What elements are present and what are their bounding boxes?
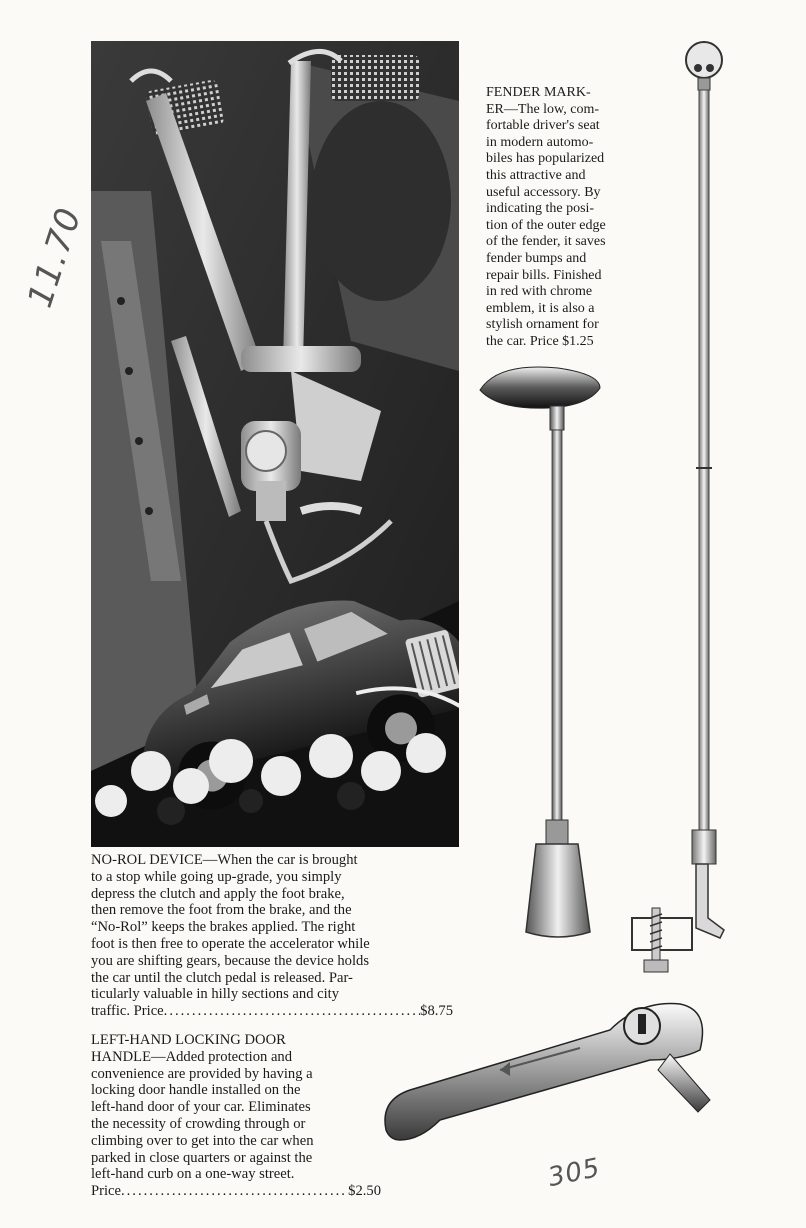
handwritten-page-note: 305 bbox=[545, 1152, 604, 1194]
text-line: “No-Rol” keeps the brakes applied. The right bbox=[91, 919, 356, 936]
text-line: of the fender, it saves bbox=[486, 234, 606, 250]
leader-dots bbox=[121, 1183, 348, 1200]
text-line: the necessity of crowding through or bbox=[91, 1115, 306, 1132]
no-rol-photo bbox=[91, 41, 459, 847]
fender-marker-description bbox=[486, 85, 651, 351]
text-line: the car. Price $1.25 bbox=[486, 333, 594, 349]
text-line: convenience are provided by having a bbox=[91, 1065, 313, 1082]
text-line: repair bills. Finished bbox=[486, 267, 602, 283]
no-rol-description bbox=[91, 852, 453, 1020]
text-line: HANDLE—Added protection and bbox=[91, 1048, 293, 1065]
no-rol-price: $8.75 bbox=[420, 1003, 453, 1020]
shift-lever-illustration bbox=[478, 362, 608, 962]
text-line: this attractive and bbox=[486, 167, 586, 183]
text-line: indicating the posi- bbox=[486, 201, 595, 217]
handwritten-price-note: 11.70 bbox=[20, 202, 90, 313]
door-handle-price: $2.50 bbox=[348, 1183, 381, 1200]
text-line: parked in close quarters or against the bbox=[91, 1149, 313, 1166]
text-line: then remove the foot from the brake, and the bbox=[91, 902, 352, 919]
text-line: NO-ROL DEVICE—When the car is brought bbox=[91, 852, 358, 868]
text-line: fender bumps and bbox=[486, 250, 587, 266]
text-line: FENDER MARK- bbox=[486, 85, 591, 100]
text-line: left-hand door of your car. Eliminates bbox=[91, 1099, 311, 1116]
text-line: tion of the outer edge bbox=[486, 217, 606, 233]
text-line: in modern automo- bbox=[486, 134, 594, 150]
price-label: Price bbox=[91, 1183, 121, 1200]
text-line: you are shifting gears, because the device holds bbox=[91, 952, 369, 969]
text-line: foot is then free to operate the accelerator while bbox=[91, 935, 370, 952]
leader-dots bbox=[164, 1003, 420, 1020]
text-line: biles has popularized bbox=[486, 151, 605, 167]
text-line: climbing over to get into the car when bbox=[91, 1132, 314, 1149]
text-line: to a stop while going up-grade, you simply bbox=[91, 868, 342, 885]
fender-marker-illustration bbox=[672, 38, 732, 978]
text-line: LEFT-HAND LOCKING DOOR bbox=[91, 1032, 286, 1048]
text-line: left-hand curb on a one-way street. bbox=[91, 1166, 295, 1183]
text-line: fortable driver's seat bbox=[486, 118, 600, 134]
text-line: locking door handle installed on the bbox=[91, 1082, 301, 1099]
text-line: depress the clutch and apply the foot brake, bbox=[91, 885, 345, 902]
text-line: ER—The low, com- bbox=[486, 101, 600, 117]
text-line: ticularly valuable in hilly sections and city bbox=[91, 986, 340, 1003]
text-line: stylish ornament for bbox=[486, 317, 599, 333]
text-line: the car until the clutch pedal is released. Par- bbox=[91, 969, 353, 986]
text-line: emblem, it is also a bbox=[486, 300, 595, 316]
no-rol-price-line bbox=[91, 1003, 453, 1020]
door-handle-price-line bbox=[91, 1183, 381, 1200]
text-line: useful accessory. By bbox=[486, 184, 601, 200]
door-handle-description bbox=[91, 1032, 381, 1200]
price-label: traffic. Price bbox=[91, 1003, 164, 1020]
text-line: in red with chrome bbox=[486, 284, 593, 300]
